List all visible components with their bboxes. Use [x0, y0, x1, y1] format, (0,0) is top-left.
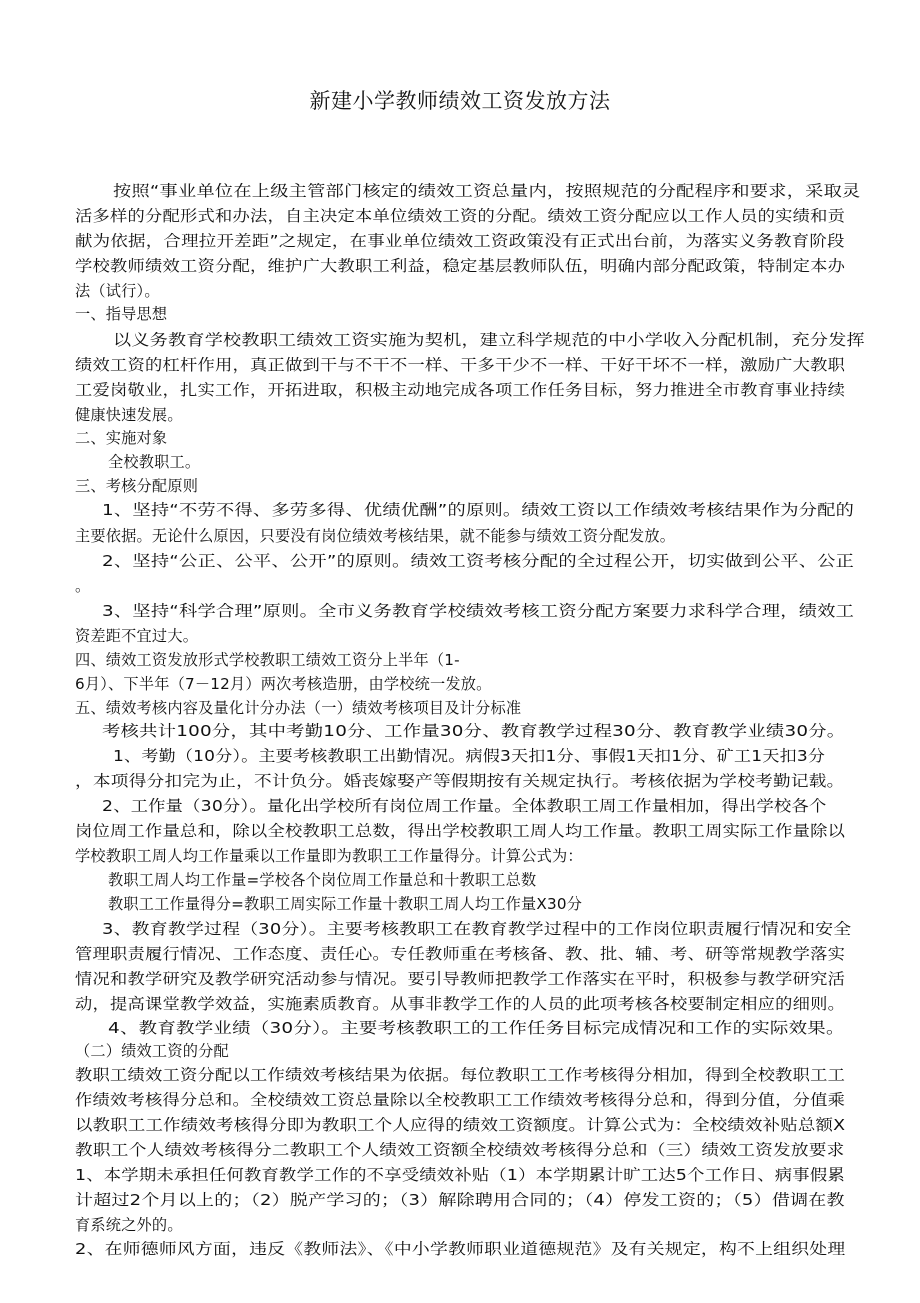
text-line: 二、实施对象: [75, 429, 168, 447]
text-line: 学校教师绩效工资分配，维护广大教职工利益，稳定基层教师队伍，明确内部分配政策，特制定本办: [75, 257, 846, 275]
text-line: 2、在师德师风方面，违反《教师法》、《中小学教师职业道德规范》及有关规定，构不上组织处理: [75, 1240, 846, 1258]
text-line: 6月）、下半年（7－12月）两次考核造册，由学校统一发放。: [75, 675, 492, 693]
text-line: 2、工作量（30分）。量化出学校所有岗位周工作量。全体教职工周工作量相加，得出学校各个: [102, 797, 827, 815]
text-line: 教职工绩效工资分配以工作绩效考核结果为依据。每位教职工工作考核得分相加，得到全校教职工工: [75, 1066, 846, 1084]
text-line: 以义务教育学校教职工绩效工资实施为契机，建立科学规范的中小学收入分配机制，充分发挥: [113, 331, 865, 349]
text-line: 健康快速发展。: [75, 406, 183, 424]
text-line: 1、本学期未承担任何教育教学工作的不享受绩效补贴（1）本学期累计旷工达5个工作日、病事假累: [75, 1166, 845, 1184]
text-line: 法（试行）。: [75, 282, 160, 300]
text-line: ，本项得分扣完为止，不计负分。婚丧嫁娶产等假期按有关规定执行。考核依据为学校考勤记载。: [75, 772, 845, 790]
text-line: 献为依据，合理拉开差距”之规定，在事业单位绩效工资政策没有正式出台前，为落实义务教育阶段: [75, 232, 845, 250]
text-line: 全校教职工。: [108, 453, 201, 471]
text-line: 一、指导思想: [75, 305, 168, 323]
text-line: 教职工周人均工作量=学校各个岗位周工作量总和十教职工总数: [108, 871, 537, 889]
text-line: 管理职责履行情况、工作态度、责任心。专任教师重在考核备、教、批、辅、考、研等常规教学落实: [75, 945, 846, 963]
text-line: 三、考核分配原则: [75, 477, 199, 495]
text-line: 1、考勤（10分）。主要考核教职工出勤情况。病假3天扣1分、事假1天扣1分、矿工1天扣3分: [113, 747, 826, 765]
text-line: 以教职工工作绩效考核得分即为教职工个人应得的绩效工资额度。计算公式为：全校绩效补贴总额X: [75, 1116, 846, 1134]
text-line: 3、坚持“科学合理”原则。全市义务教育学校绩效考核工资分配方案要力求科学合理，绩效工: [102, 602, 855, 620]
text-line: 4、教育教学业绩（30分）。主要考核教职工的工作任务目标完成情况和工作的实际效果。: [108, 1019, 845, 1037]
text-line: 情况和教学研究及教学研究活动参与情况。要引导教师把教学工作落实在平时，积极参与教学研究活: [75, 970, 846, 988]
text-line: 活多样的分配形式和办法，自主决定本单位绩效工资的分配。绩效工资分配应以工作人员的实绩和贡: [75, 207, 846, 225]
text-line: 2、坚持“公正、公平、公开”的原则。绩效工资考核分配的全过程公开，切实做到公平、公正: [102, 552, 855, 570]
text-line: 1、坚持“不劳不得、多劳多得、优绩优酬”的原则。绩效工资以工作绩效考核结果作为分配的: [102, 501, 855, 519]
text-line: 学校教职工周人均工作量乘以工作量即为教职工工作量得分。计算公式为：: [75, 847, 583, 865]
text-line: 五、绩效考核内容及量化计分办法（一）绩效考核项目及计分标准: [75, 699, 522, 717]
text-line: 3、教育教学过程（30分）。主要考核教职工在教育教学过程中的工作岗位职责履行情况和安全: [102, 920, 852, 938]
text-line: 动，提高课堂教学效益，实施素质教育。从事非教学工作的人员的此项考核各校要制定相应的细则。: [75, 995, 846, 1013]
text-line: 教职工工作量得分=教职工周实际工作量十教职工周人均工作量X30分: [108, 895, 583, 913]
text-line: 作绩效考核得分总和。全校绩效工资总量除以全校教职工工作绩效考核得分总和，得到分值，分值乘: [75, 1091, 846, 1109]
document-title: 新建小学教师绩效工资发放方法: [309, 89, 611, 113]
text-line: 资差距不宜过大。: [75, 627, 199, 645]
text-line: 考核共计100分，其中考勤10分、工作量30分、教育教学过程30分、教育教学业绩30分。: [102, 722, 846, 740]
text-line: 绩效工资的杠杆作用，真正做到干与不干不一样、干多干少不一样、干好干坏不一样，激励广大教职: [75, 356, 846, 374]
text-line: 育系统之外的。: [75, 1216, 183, 1234]
text-line: （二）绩效工资的分配: [75, 1042, 229, 1060]
text-line: 教职工个人绩效考核得分二教职工个人绩效工资额全校绩效考核得分总和（三）绩效工资发放要求: [75, 1141, 845, 1159]
text-line: 主要依据。无论什么原因，只要没有岗位绩效考核结果，就不能参与绩效工资分配发放。: [75, 527, 676, 545]
text-line: 按照“事业单位在上级主管部门核定的绩效工资总量内，按照规范的分配程序和要求，采取灵: [113, 182, 861, 200]
text-line: 四、绩效工资发放形式学校教职工绩效工资分上半年（1-: [75, 651, 460, 669]
text-line: 工爱岗敬业，扎实工作，开拓进取，积极主动地完成各项工作任务目标，努力推进全市教育事业持续: [75, 381, 846, 399]
text-line: 计超过2个月以上的；（2）脱产学习的；（3）解除聘用合同的；（4）停发工资的；（5）借调在教: [75, 1191, 845, 1209]
text-line: 岗位周工作量总和，除以全校教职工总数，得出学校教职工周人均工作量。教职工周实际工作量除以: [75, 822, 846, 840]
text-line: 。: [75, 577, 91, 595]
